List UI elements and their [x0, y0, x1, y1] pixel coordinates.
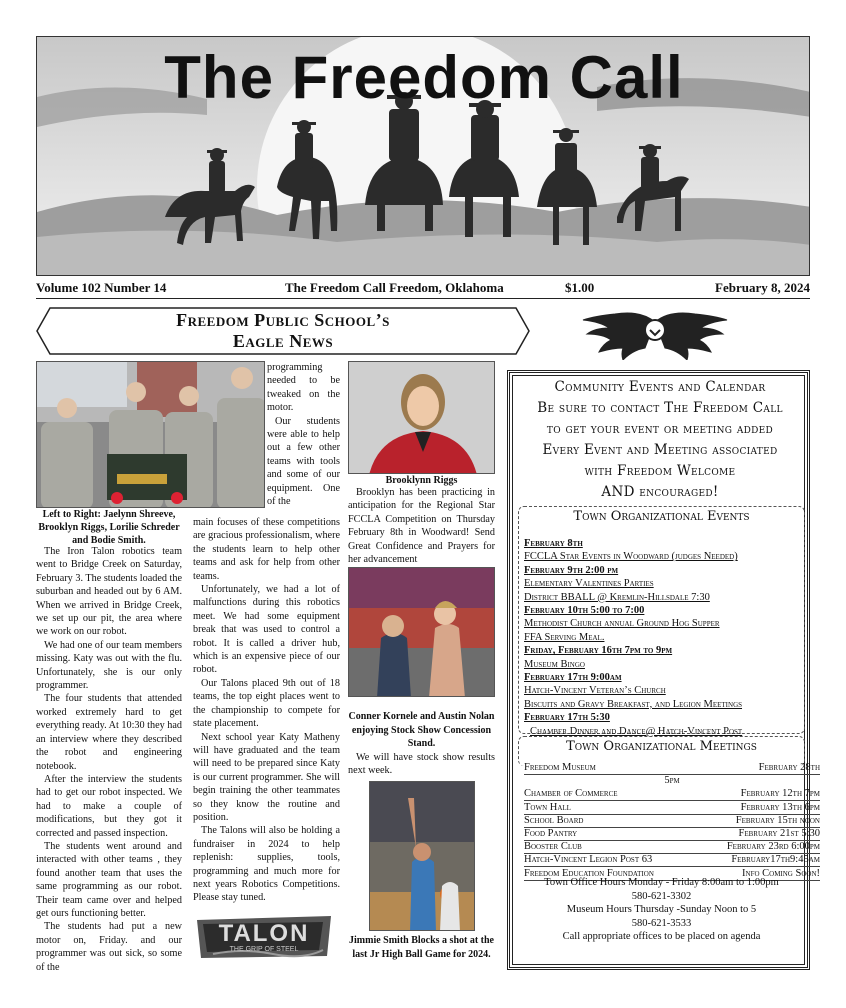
calendar-heading-line: Every Event and Meeting associated	[542, 442, 778, 458]
event-item: Hatch-Vincent Veteran’s Church	[524, 685, 666, 697]
talon-logo-subtext: THE GRIP OF STEEL	[229, 946, 299, 953]
brooklynn-photo-caption: Brooklynn Riggs	[385, 475, 458, 486]
event-item: Chamber Dinner and Dance@ Hatch-Vincent Post	[530, 725, 743, 737]
robotics-article-column-1	[36, 545, 182, 974]
article-paragraph: We had one of our team members missing. Katy was out with the flu. Unfortunately, she is our only programmer.	[36, 639, 182, 692]
stock-show-caption: Conner Kornele and Austin Nolan enjoying Stock Show Concession Stand.	[348, 711, 495, 749]
basketball-image	[370, 782, 475, 931]
meeting-time: February 13th 6pm	[740, 801, 820, 813]
article-paragraph: The students went around and interacted with other teams , they found another team that uses the same programming as our robot. Their team came over and helped get ours functioning better.	[36, 840, 182, 919]
robotics-team-photo	[36, 361, 265, 508]
article-paragraph: Unfortunately, we had a lot of malfunctions during this robotics meet. We had some equipment break that was used to control a robot. It is called a driver hub, which is an expensive piece of our robot.	[193, 584, 340, 676]
meeting-time: 5pm	[664, 775, 680, 787]
robotics-team-image	[37, 362, 265, 508]
agenda-note-line: Call appropriate offices to be placed on agenda	[562, 931, 761, 943]
museum-hours-line: Museum Hours Thursday -Sunday Noon to 5	[566, 904, 757, 916]
meeting-row	[524, 761, 820, 775]
robotics-photo-caption: Left to Right: Jaelynn Shreeve, Brooklyn Riggs, Lorilie Schreder and Bodie Smith.	[38, 509, 180, 546]
event-item: FFA Serving Meal.	[524, 631, 605, 643]
calendar-heading-line: with Freedom Welcome	[584, 463, 736, 479]
event-date: February 8th	[524, 538, 583, 549]
meeting-time: Info Coming Soon!	[742, 867, 820, 879]
calendar-heading-line: Community Events and Calendar	[554, 379, 766, 395]
talon-logo-text: TALON	[218, 920, 310, 947]
article-paragraph: Brooklyn has been practicing in anticipation for the Regional Star FCCLA Competition on Thursday February 8th in Woodward! Send Great Confidence and Prayers for her advancement	[348, 487, 495, 566]
article-paragraph: The four students that attended worked extremely hard to get everything ready. At 10:30 they had an interview where they described the robot and engineering notebook.	[36, 693, 182, 772]
eagle-wings-icon	[582, 308, 728, 360]
brooklynn-riggs-photo	[348, 361, 495, 474]
office-hours-line: Town Office Hours Monday - Friday 8:00am to 1:00pm	[544, 877, 779, 888]
article-paragraph: Our Talons placed 9th out of 18 teams, the top eight places went to the championship to compete for state placement.	[193, 677, 340, 730]
meeting-time: February 21st 5:30	[738, 828, 820, 839]
robotics-article-column-2	[193, 516, 340, 905]
article-paragraph: Next school year Katy Matheny will have graduated and the team will need to be prepared since Katy is our current programmer. She will begin training the other teammates so they know the routine and position.	[193, 731, 340, 823]
event-date: February 9th 2:00 pm	[524, 564, 619, 576]
meeting-time: February 23rd 6:00pm	[726, 841, 820, 853]
meeting-row	[524, 827, 820, 841]
meeting-time: February 28th	[758, 762, 820, 773]
banner-line-1: Freedom Public School’s	[176, 310, 390, 330]
event-date: February 10th 5:00 to 7:00	[524, 605, 645, 616]
meeting-row	[524, 840, 820, 854]
eagle-news-banner	[36, 307, 530, 355]
article-paragraph: main focuses of these competitions are gracious professionalism, where the students learn to help other teams and ask for help from other teams.	[193, 517, 340, 582]
article-paragraph: The Iron Talon robotics team went to Bridge Creek on Saturday, February 3. The students loaded the suburban and headed out by 6 AM. When we arrived in Bridge Creek, we set up our pit, the area where we work on our robot.	[36, 546, 182, 638]
meeting-row	[524, 814, 820, 828]
meeting-row	[524, 853, 820, 867]
basketball-caption: Jimmie Smith Blocks a shot at the last Jr High Ball Game for 2024.	[349, 935, 494, 960]
office-phone-line: 580-621-3302	[631, 890, 692, 902]
event-item: District BBALL @ Kremlin-Hillsdale 7:30	[524, 591, 710, 603]
calendar-footer	[518, 876, 805, 944]
meeting-name: Chamber of Commerce	[524, 788, 618, 800]
meeting-row	[524, 774, 820, 787]
stock-show-photo	[348, 567, 495, 697]
newspaper-title: The Freedom Call	[164, 44, 684, 111]
meeting-time: February 15th noon	[735, 814, 820, 826]
brooklynn-riggs-image	[349, 362, 495, 474]
brooklynn-article	[348, 486, 495, 566]
event-item: Methodist Church annual Ground Hog Supper	[524, 618, 720, 630]
stock-show-article	[348, 751, 495, 778]
meeting-name: Freedom Museum	[524, 762, 596, 773]
community-calendar	[507, 370, 820, 970]
banner-line-2: Eagle News	[232, 331, 334, 351]
issue-price: $1.00	[565, 280, 595, 295]
meeting-row	[524, 787, 820, 801]
event-item: FCCLA Star Events in Woodward (judges Needed)	[524, 551, 738, 563]
meeting-name: School Board	[524, 814, 584, 826]
town-meetings-title: Town Organizational Meetings	[566, 739, 757, 754]
calendar-heading	[518, 377, 802, 503]
event-date: February 17th 9:00am	[524, 672, 622, 683]
meeting-name: Booster Club	[524, 841, 582, 853]
meeting-name: Food Pantry	[524, 828, 578, 839]
masthead	[36, 36, 810, 276]
article-paragraph: The Talons will also be holding a fundraiser in 2024 to help replenish: supplies, tools, programming and much more for next years Robotics Competitions. Please stay tuned.	[193, 825, 340, 904]
event-date: Friday, February 16th 7pm to 9pm	[524, 645, 673, 657]
meeting-row	[524, 801, 820, 815]
meeting-name: Freedom Education Foundation	[524, 867, 654, 879]
event-item: Biscuits and Gravy Breakfast, and Legion Meetings	[524, 698, 743, 710]
meeting-name: Hatch-Vincent Legion Post 63	[524, 854, 653, 866]
article-paragraph: Our students were able to help out a few other teams with tools and some of our equipment. One of the	[267, 415, 340, 508]
event-date: February 17th 5:30	[524, 712, 610, 724]
article-paragraph: We will have stock show results next week.	[348, 752, 495, 777]
meeting-time: February17th9:45am	[731, 854, 820, 866]
calendar-heading-line: Be sure to contact The Freedom Call	[537, 400, 783, 416]
iron-talon-logo	[193, 910, 335, 962]
museum-phone-line: 580-621-3533	[631, 917, 692, 929]
robotics-article-continued-top	[267, 361, 340, 508]
article-paragraph: After the interview the students had to get our robot inspected. We had to make a couple of modifications, but they got it corrected and passed inspection.	[36, 773, 182, 839]
meeting-name: Town Hall	[524, 801, 571, 813]
event-item: Museum Bingo	[524, 658, 585, 670]
publication-place: The Freedom Call Freedom, Oklahoma	[285, 280, 504, 295]
volume-number: Volume 102 Number 14	[36, 280, 167, 295]
issue-info-bar	[36, 279, 810, 299]
event-item: Elementary Valentines Parties	[524, 578, 654, 590]
basketball-photo	[369, 781, 475, 931]
article-paragraph: programming needed to be tweaked on the motor.	[267, 362, 340, 414]
calendar-heading-line: AND encouraged!	[601, 484, 719, 500]
stock-show-image	[349, 568, 495, 697]
meeting-time: February 12th 7pm	[740, 788, 820, 800]
issue-date: February 8, 2024	[715, 280, 810, 295]
town-events-title: Town Organizational Events	[573, 509, 750, 524]
article-paragraph: The students had put a new motor on, Friday. and our programmer was out sick, so some of the	[36, 921, 182, 973]
calendar-heading-line: to get your event or meeting added	[546, 421, 774, 437]
